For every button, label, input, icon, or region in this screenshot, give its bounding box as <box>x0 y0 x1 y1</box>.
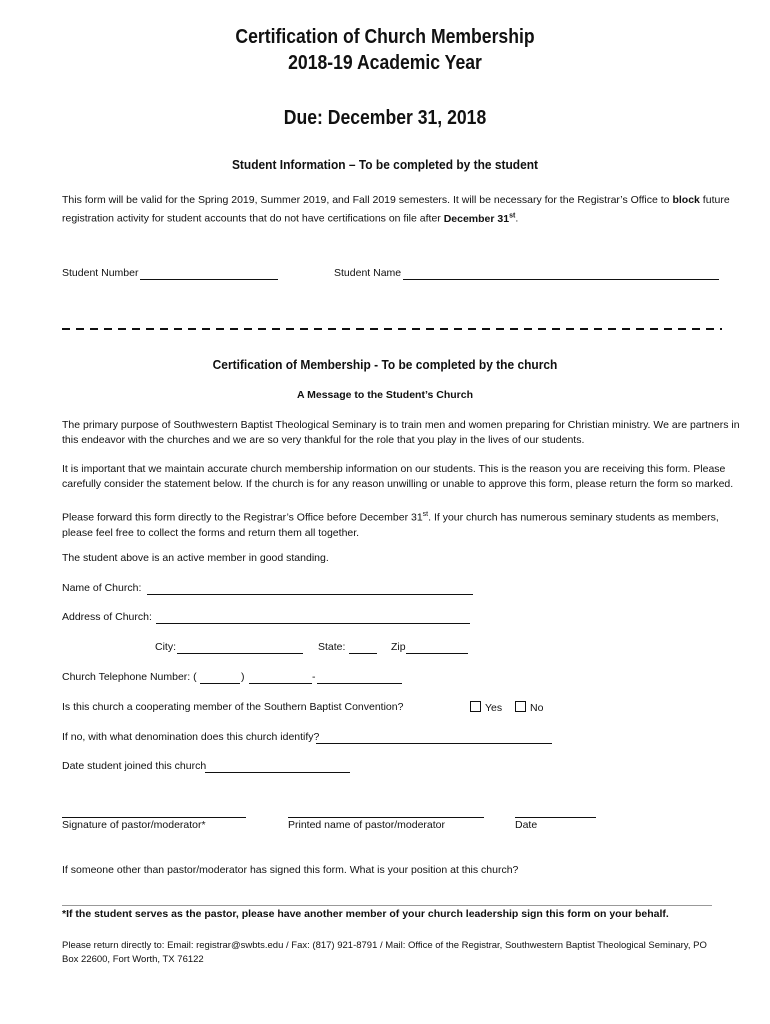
position-answer-field[interactable] <box>62 905 712 906</box>
signature-label: Signature of pastor/moderator* <box>62 819 206 831</box>
church-address-label: Address of Church: <box>62 611 152 623</box>
message-heading: A Message to the Student’s Church <box>297 389 473 401</box>
due-date: Due: December 31, 2018 <box>283 107 487 129</box>
church-address-field[interactable] <box>156 623 470 624</box>
accuracy-paragraph: It is important that we maintain accurate church membership information on our students. This is the reason you are receiving this form. Please carefully consider the statement below. If the church is for any reason unwilling or unable to approve this form, please return the form so marked. <box>62 463 734 490</box>
state-label: State: <box>318 641 346 653</box>
city-field[interactable] <box>177 653 303 654</box>
student-number-field[interactable] <box>140 279 278 280</box>
date-joined-label: Date student joined this church <box>62 760 207 772</box>
phone-close-paren: ) <box>241 671 245 683</box>
no-checkbox[interactable] <box>515 701 526 712</box>
no-option[interactable]: No <box>515 701 543 714</box>
phone-line-field[interactable] <box>317 683 402 684</box>
deadline-emphasis: December 31st <box>443 212 516 225</box>
denomination-field[interactable] <box>316 743 552 744</box>
phone-dash: - <box>312 671 316 683</box>
student-number-label: Student Number <box>62 267 139 279</box>
other-signer-question: If someone other than pastor/moderator has signed this form. What is your position at this church? <box>62 864 519 876</box>
student-name-label: Student Name <box>334 267 402 279</box>
student-name-field[interactable] <box>403 279 719 280</box>
date-joined-field[interactable] <box>205 772 350 773</box>
state-field[interactable] <box>349 653 377 654</box>
form-title: Certification of Church Membership <box>235 26 535 48</box>
sbc-question: Is this church a cooperating member of the Southern Baptist Convention? <box>62 701 404 713</box>
purpose-paragraph: The primary purpose of Southwestern Baptist Theological Seminary is to train men and women preparing for Christian ministry. We are partners in this endeavor with the churches and we are so very thankful for the role that you play in the lives of our students. <box>62 419 740 446</box>
yes-option[interactable]: Yes <box>470 701 502 714</box>
church-name-field[interactable] <box>147 594 473 595</box>
return-instructions: Please return directly to: Email: registrar@swbts.edu / Fax: (817) 921-8791 / Mail: Office of the Registrar, Southwestern Baptist Theological Seminary, PO Box 22600, Fort Worth, TX 76122 <box>62 940 707 965</box>
pastor-footnote: *If the student serves as the pastor, please have another member of your church leadership sign this form on your behalf. <box>62 908 669 920</box>
phone-label: Church Telephone Number: ( <box>62 671 197 683</box>
signature-field[interactable] <box>62 817 246 818</box>
block-emphasis: block <box>672 194 700 206</box>
printed-name-field[interactable] <box>288 817 484 818</box>
zip-field[interactable] <box>406 653 468 654</box>
date-label: Date <box>515 819 538 831</box>
validity-paragraph: This form will be valid for the Spring 2019, Summer 2019, and Fall 2019 semesters. It will be necessary for the Registrar’s Office to block future registration activity for student accounts that do not have certifications on file after December 31st. <box>62 194 730 225</box>
phone-prefix-field[interactable] <box>249 683 312 684</box>
signature-date-field[interactable] <box>515 817 596 818</box>
printed-name-label: Printed name of pastor/moderator <box>288 819 445 831</box>
phone-area-code-field[interactable] <box>200 683 240 684</box>
church-section-heading: Certification of Membership - To be completed by the church <box>212 357 558 372</box>
church-name-label: Name of Church: <box>62 582 142 594</box>
academic-year: 2018-19 Academic Year <box>288 52 482 74</box>
cut-line-divider <box>62 328 722 330</box>
yes-checkbox[interactable] <box>470 701 481 712</box>
city-label: City: <box>155 641 176 653</box>
membership-statement: The student above is an active member in good standing. <box>62 552 329 564</box>
forward-paragraph: Please forward this form directly to the Registrar’s Office before December 31st. If your church has numerous seminary students as members, please feel free to collect the forms and return them all together. <box>62 511 719 539</box>
zip-label: Zip <box>391 641 406 653</box>
student-section-heading: Student Information – To be completed by the student <box>231 157 539 172</box>
denomination-label: If no, with what denomination does this church identify? <box>62 731 320 743</box>
